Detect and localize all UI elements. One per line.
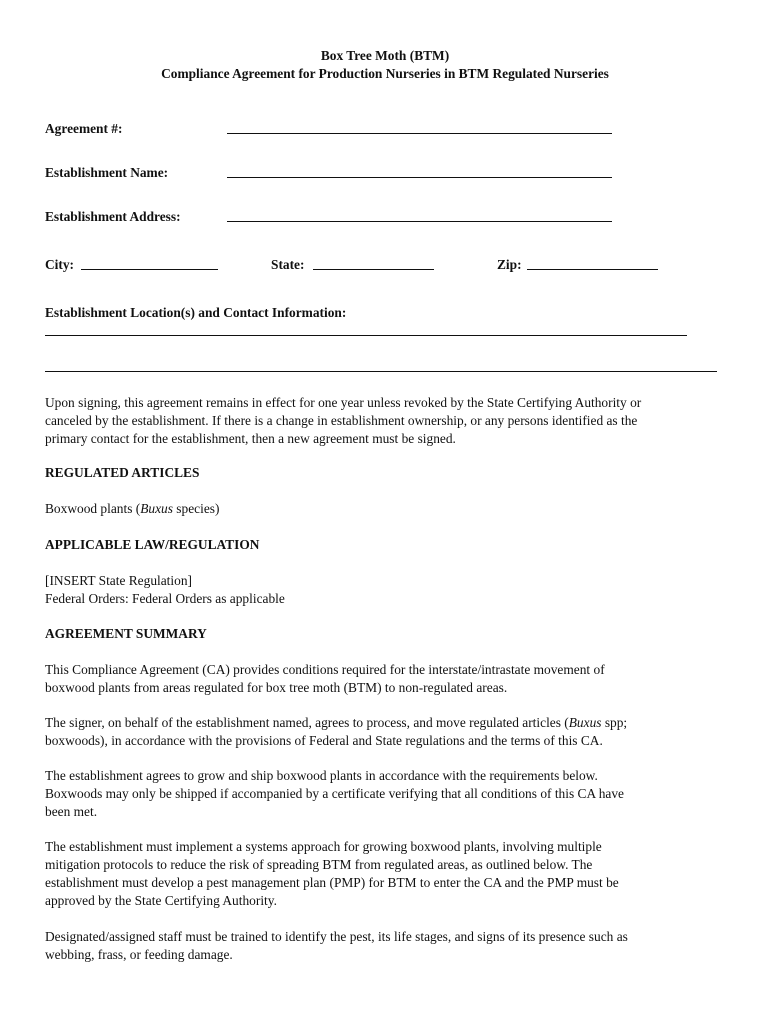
document-title: Box Tree Moth (BTM) bbox=[320, 48, 450, 63]
location-contact-field-line-1[interactable] bbox=[45, 335, 687, 336]
summary-paragraph-1: This Compliance Agreement (CA) provides conditions required for the interstate/intrastate movement of boxwood plants from areas regulated for box tree moth (BTM) to non-regulated areas. bbox=[45, 662, 605, 695]
city-label: City: bbox=[45, 257, 75, 272]
summary-paragraph-2: The signer, on behalf of the establishment named, agrees to process, and move regulated articles (Buxus spp; boxwoods), in accordance with the provisions of Federal and State regulations and the terms of this CA. bbox=[45, 715, 628, 748]
regulated-articles-heading: REGULATED ARTICLES bbox=[45, 465, 200, 480]
agreement-number-label: Agreement #: bbox=[45, 121, 123, 136]
intro-paragraph: Upon signing, this agreement remains in effect for one year unless revoked by the State Certifying Authority or canceled by the establishment. If there is a change in establishment ownership, or any persons identified as the primary contact for the establishment, then a new agreement must be signed. bbox=[45, 395, 642, 446]
establishment-name-label: Establishment Name: bbox=[45, 165, 169, 180]
agreement-number-field[interactable] bbox=[227, 133, 612, 134]
zip-field[interactable] bbox=[527, 269, 658, 270]
city-field[interactable] bbox=[81, 269, 218, 270]
applicable-law-heading: APPLICABLE LAW/REGULATION bbox=[45, 537, 260, 552]
establishment-address-field[interactable] bbox=[227, 221, 612, 222]
state-field[interactable] bbox=[313, 269, 434, 270]
state-label: State: bbox=[271, 257, 305, 272]
location-contact-label: Establishment Location(s) and Contact Information: bbox=[45, 305, 347, 320]
regulated-articles-text: Boxwood plants (Buxus species) bbox=[45, 501, 220, 516]
establishment-address-label: Establishment Address: bbox=[45, 209, 181, 224]
document-subtitle: Compliance Agreement for Production Nurseries in BTM Regulated Nurseries bbox=[161, 66, 609, 81]
summary-paragraph-5: Designated/assigned staff must be trained to identify the pest, its life stages, and signs of its presence such as webbing, frass, or feeding damage. bbox=[45, 929, 628, 962]
zip-label: Zip: bbox=[497, 257, 522, 272]
establishment-name-field[interactable] bbox=[227, 177, 612, 178]
location-contact-field-line-2[interactable] bbox=[45, 371, 717, 372]
applicable-law-text: [INSERT State Regulation] Federal Orders: Federal Orders as applicable bbox=[45, 573, 285, 606]
summary-paragraph-3: The establishment agrees to grow and ship boxwood plants in accordance with the requirements below. Boxwoods may only be shipped if accompanied by a certificate verifying that all conditions of this CA have been met. bbox=[45, 768, 625, 819]
summary-paragraph-4: The establishment must implement a systems approach for growing boxwood plants, involving multiple mitigation protocols to reduce the risk of spreading BTM from regulated areas, as outlined below. The establishment must develop a pest management plan (PMP) for BTM to enter the CA and the PMP must be approved by the State Certifying Authority. bbox=[45, 839, 619, 908]
agreement-summary-heading: AGREEMENT SUMMARY bbox=[45, 626, 207, 641]
